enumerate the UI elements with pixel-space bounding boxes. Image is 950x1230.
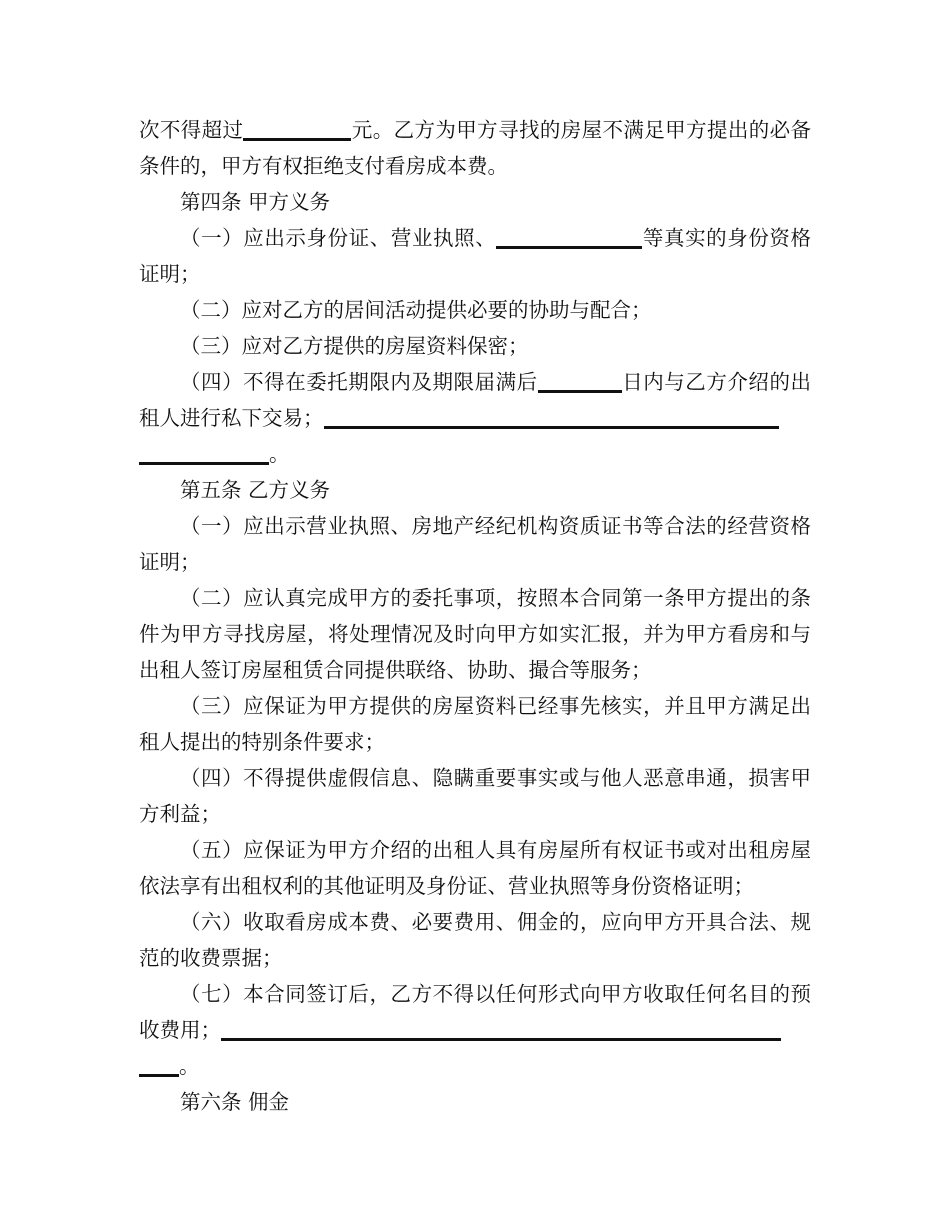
extra-terms-blank-2 — [139, 445, 269, 465]
art4-item1-before: （一）应出示身份证、营业执照、 — [180, 226, 497, 250]
id-doc-blank — [496, 229, 642, 249]
art6-heading: 第六条 佣金 — [180, 1090, 290, 1114]
prepayment-terms-blank-2 — [139, 1057, 179, 1077]
art5-item6: （六）收取看房成本费、必要费用、佣金的，应向甲方开具合法、规范的收费票据； — [139, 910, 811, 970]
art3-tail-before: 次不得超过 — [139, 118, 244, 142]
amount-blank — [243, 121, 351, 141]
art4-item1 — [139, 220, 811, 292]
art5-item2: （二）应认真完成甲方的委托事项，按照本合同第一条甲方提出的条件为甲方寻找房屋，将处理情况及时向甲方如实汇报，并为甲方看房和与出租人签订房屋租赁合同提供联络、协助、撮合等服务； — [139, 586, 811, 682]
art4-item4-cont — [139, 436, 811, 472]
art4-item4-end: 。 — [269, 442, 290, 466]
art4-heading: 第四条 甲方义务 — [180, 190, 331, 214]
art5-item3: （三）应保证为甲方提供的房屋资料已经事先核实，并且甲方满足出租人提出的特别条件要求； — [139, 694, 811, 754]
art4-item4-mid: 日内与乙方介绍的出租人进行私下交易； — [139, 370, 812, 430]
art5-item1: （一）应出示营业执照、房地产经纪机构资质证书等合法的经营资格证明； — [139, 514, 811, 574]
art5-item7-end: 。 — [179, 1054, 200, 1078]
art3-tail-after: 元。乙方为甲方寻找的房屋不满足甲方提出的必备条件的，甲方有权拒绝支付看房成本费。 — [139, 118, 812, 178]
art5-item7-cont — [139, 1048, 811, 1084]
art4-item4-before: （四）不得在委托期限内及期限届满后 — [180, 370, 538, 394]
contract-body — [139, 112, 811, 1120]
art4-item4 — [139, 364, 811, 436]
art4-item1-after: 等真实的身份资格证明； — [139, 226, 812, 286]
extra-terms-blank-1 — [324, 409, 779, 429]
art5-item7 — [139, 976, 811, 1048]
art4-item3: （三）应对乙方提供的房屋资料保密； — [180, 334, 529, 358]
art4-item2: （二）应对乙方的居间活动提供必要的协助与配合； — [180, 298, 652, 322]
art3-tail-paragraph — [139, 112, 811, 184]
art5-item5: （五）应保证为甲方介绍的出租人具有房屋所有权证书或对出租房屋依法享有出租权利的其他证明及身份证、营业执照等身份资格证明； — [139, 838, 811, 898]
art5-item7-before: （七）本合同签订后，乙方不得以任何形式向甲方收取任何名目的预收费用； — [139, 982, 811, 1042]
prepayment-terms-blank-1 — [221, 1021, 781, 1041]
art5-heading: 第五条 乙方义务 — [180, 478, 331, 502]
days-blank — [538, 373, 622, 393]
art5-item4: （四）不得提供虚假信息、隐瞒重要事实或与他人恶意串通，损害甲方利益； — [139, 766, 811, 826]
